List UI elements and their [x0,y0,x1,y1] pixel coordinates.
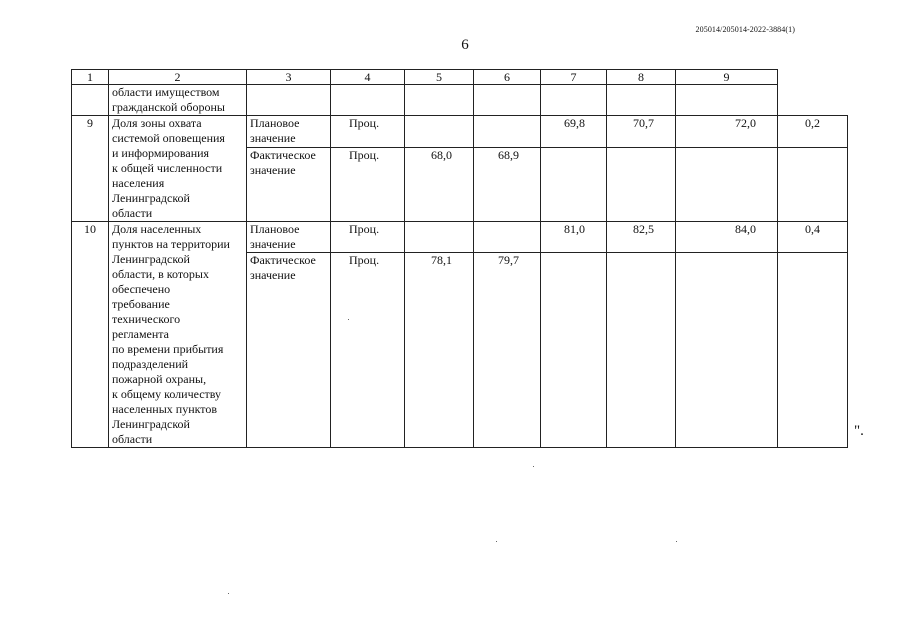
header-cell: 4 [331,70,405,85]
header-cell: 8 [607,70,676,85]
value-cell [607,148,676,222]
header-cell: 5 [405,70,474,85]
value-cell: 82,5 [607,222,676,253]
value-cell [541,253,607,448]
value-type: Плановое значение [247,222,331,253]
header-cell: 6 [474,70,541,85]
value-cell [405,116,474,148]
value-cell [541,148,607,222]
table-cell [474,85,541,116]
table-header-row [72,70,848,85]
value-type: Фактическое значение [247,148,331,222]
value-cell: 81,0 [541,222,607,253]
scan-speck [676,541,677,542]
row-number: 10 [72,222,109,448]
change-cell: 0,4 [778,222,848,253]
value-cell [405,222,474,253]
closing-quote-mark: ". [854,423,864,439]
unit-cell: Проц. [331,253,405,448]
header-cell: 3 [247,70,331,85]
header-cell: 1 [72,70,109,85]
row-number: 9 [72,116,109,222]
header-cell: 7 [541,70,607,85]
value-cell [676,148,778,222]
table-cell [607,85,676,116]
header-cell: 2 [109,70,247,85]
change-cell: 0,2 [778,116,848,148]
value-type: Фактическое значение [247,253,331,448]
continuation-row [72,85,848,116]
scan-speck [348,319,349,320]
header-cell: 9 [676,70,778,85]
value-cell [676,253,778,448]
value-cell [474,222,541,253]
continuation-text: области имуществом гражданской обороны [109,85,247,116]
value-cell [474,116,541,148]
scan-speck [228,593,229,594]
value-cell: 68,0 [405,148,474,222]
indicator-name: Доля населенных пунктов на территории Ленинградской области, в которых обеспечено требование технического регламента по времени прибытия подразделений пожарной охраны, к общему количеству населенных пунктов Ленинградской области [109,222,247,448]
change-cell [778,148,848,222]
table-cell [676,85,778,116]
value-type: Плановое значение [247,116,331,148]
table-cell [541,85,607,116]
table-cell [331,85,405,116]
table-row [72,116,848,148]
scan-speck [496,541,497,542]
value-cell: 68,9 [474,148,541,222]
table-cell [405,85,474,116]
unit-cell: Проц. [331,222,405,253]
scan-speck [533,466,534,467]
table-cell [247,85,331,116]
value-cell [607,253,676,448]
unit-cell: Проц. [331,116,405,148]
unit-cell: Проц. [331,148,405,222]
indicator-name: Доля зоны охвата системой оповещения и информирования к общей численности населения Ленинградской области [109,116,247,222]
value-cell: 72,0 [676,116,778,148]
page-number: 6 [461,37,469,53]
change-cell [778,253,848,448]
table-row [72,222,848,253]
value-cell: 79,7 [474,253,541,448]
indicators-table [71,69,848,448]
value-cell: 69,8 [541,116,607,148]
table-cell [72,85,109,116]
value-cell: 78,1 [405,253,474,448]
value-cell: 84,0 [676,222,778,253]
value-cell: 70,7 [607,116,676,148]
document-number: 205014/205014-2022-3884(1) [695,25,795,34]
